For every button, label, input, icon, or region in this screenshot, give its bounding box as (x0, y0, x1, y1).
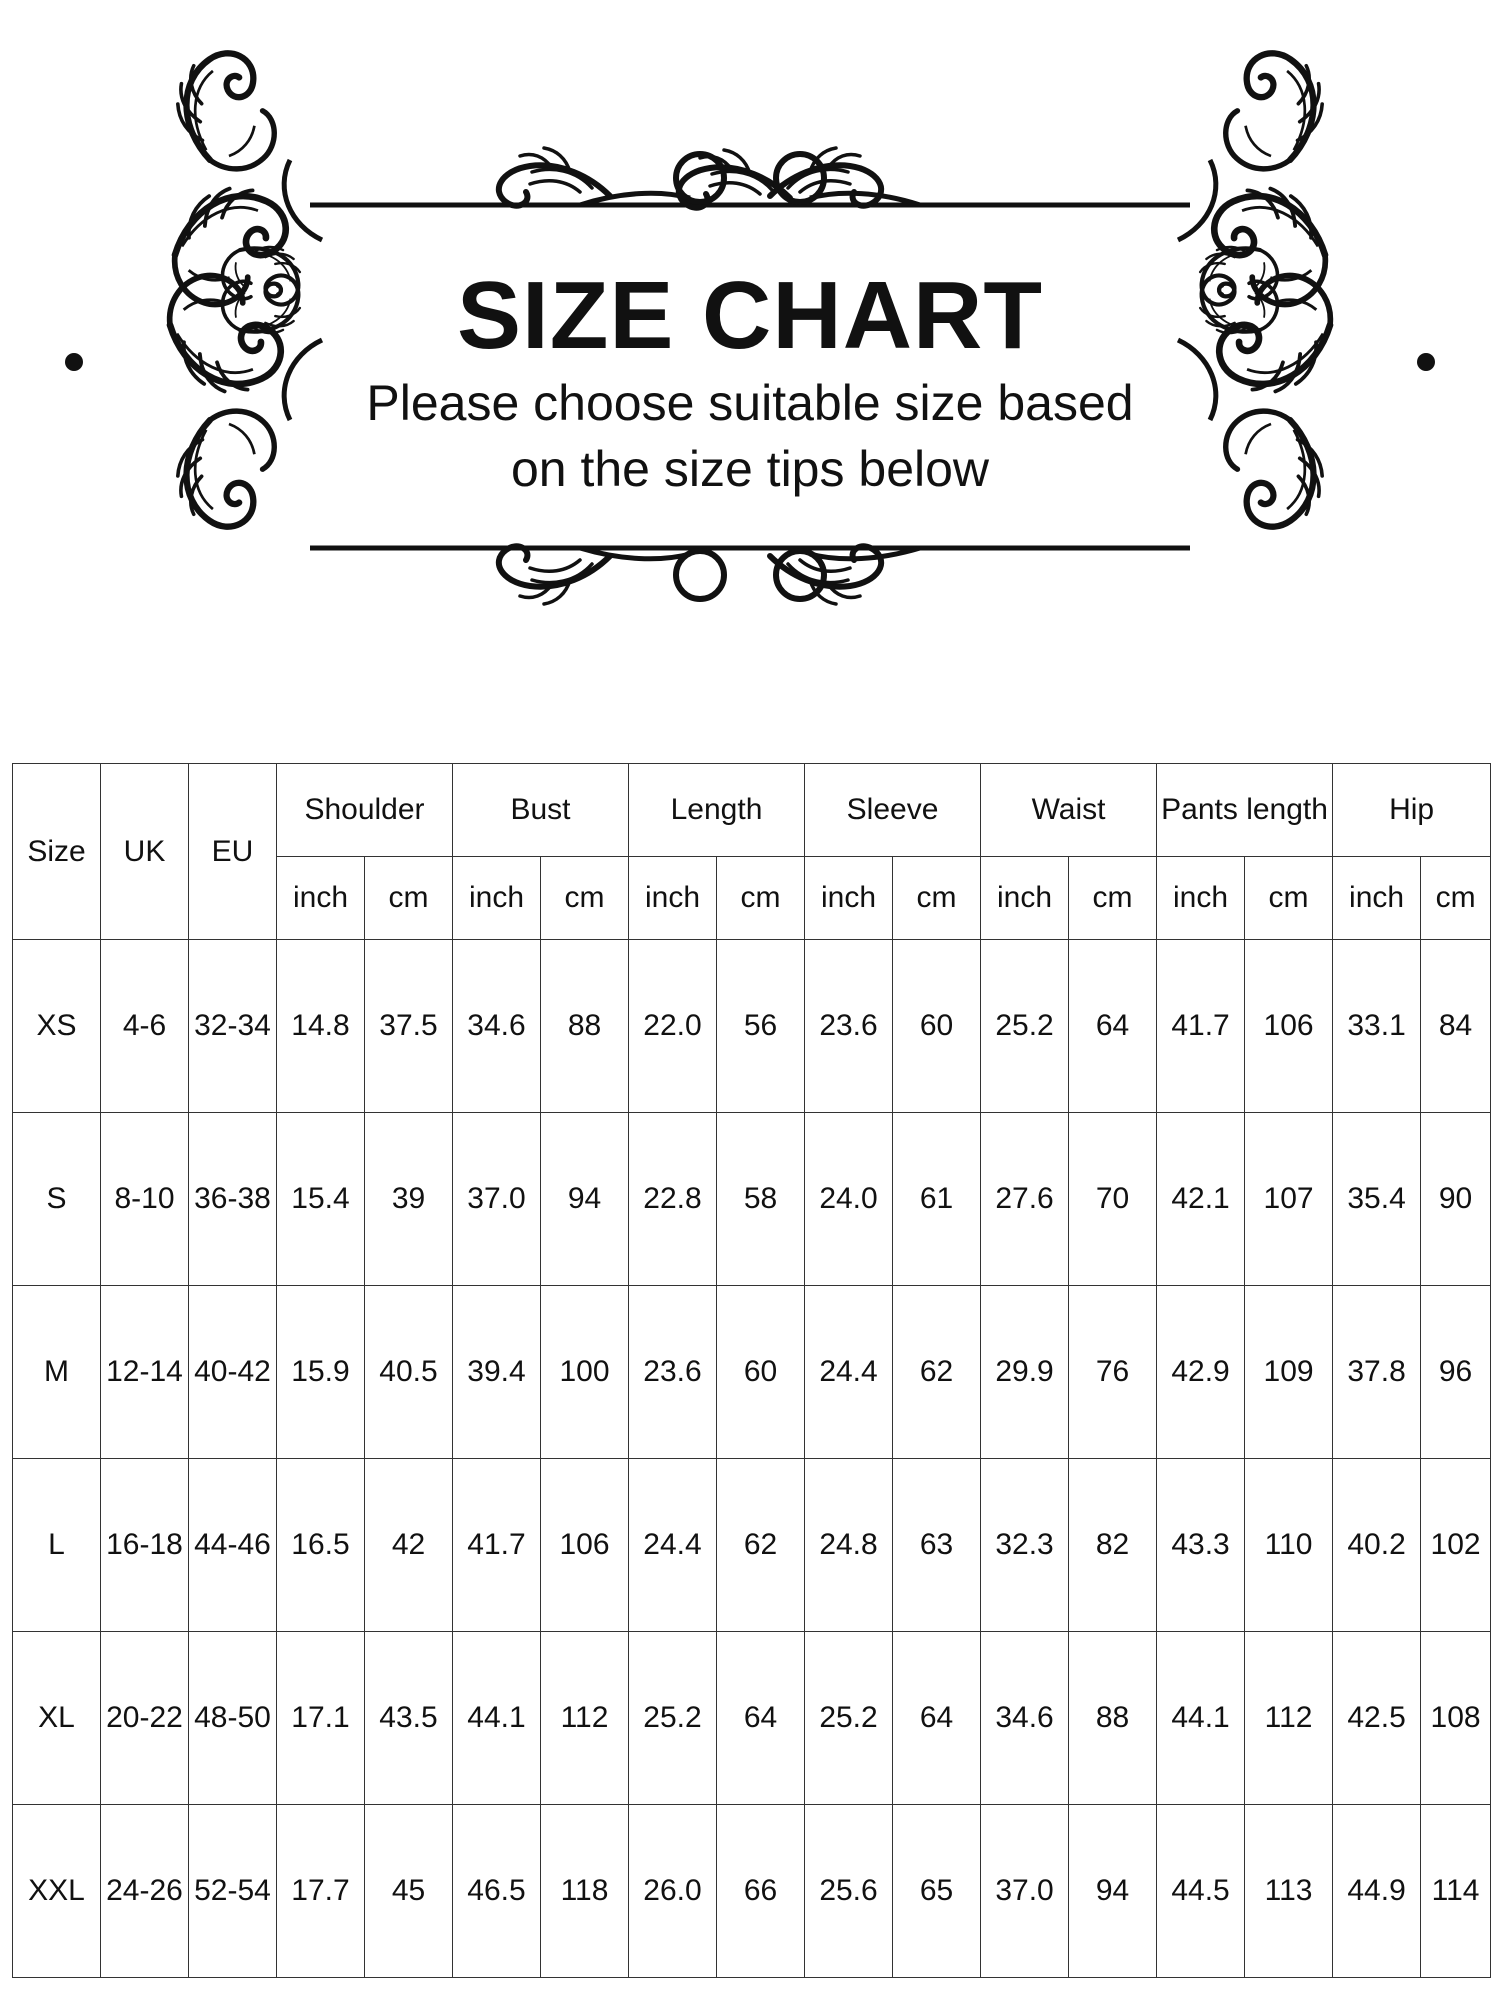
unit-inch: inch (1333, 857, 1421, 940)
cell-bust-inch: 39.4 (453, 1286, 541, 1459)
page-subtitle (0, 370, 1500, 502)
top-rule-ornament (499, 148, 920, 208)
cell-shoulder-inch: 17.7 (277, 1805, 365, 1978)
cell-eu: 32-34 (189, 940, 277, 1113)
table-row (13, 1113, 1491, 1286)
size-table-container (12, 763, 1491, 1978)
cell-hip-inch: 44.9 (1333, 1805, 1421, 1978)
cell-uk: 24-26 (101, 1805, 189, 1978)
cell-sleeve-inch: 25.2 (805, 1632, 893, 1805)
cell-eu: 44-46 (189, 1459, 277, 1632)
cell-pants-length-inch: 44.5 (1157, 1805, 1245, 1978)
size-chart-banner (0, 0, 1500, 700)
cell-length-cm: 62 (717, 1459, 805, 1632)
unit-cm: cm (365, 857, 453, 940)
cell-eu: 36-38 (189, 1113, 277, 1286)
cell-sleeve-cm: 65 (893, 1805, 981, 1978)
cell-waist-cm: 82 (1069, 1459, 1157, 1632)
size-table-body (13, 940, 1491, 1978)
unit-cm: cm (893, 857, 981, 940)
cell-length-inch: 22.8 (629, 1113, 717, 1286)
cell-shoulder-inch: 15.4 (277, 1113, 365, 1286)
header-pants-length: Pants length (1157, 764, 1333, 857)
cell-length-inch: 25.2 (629, 1632, 717, 1805)
unit-inch: inch (453, 857, 541, 940)
cell-shoulder-cm: 40.5 (365, 1286, 453, 1459)
header-shoulder: Shoulder (277, 764, 453, 857)
cell-size: XS (13, 940, 101, 1113)
cell-bust-cm: 112 (541, 1632, 629, 1805)
cell-waist-inch: 29.9 (981, 1286, 1069, 1459)
table-row (13, 1286, 1491, 1459)
cell-waist-cm: 64 (1069, 940, 1157, 1113)
header-waist: Waist (981, 764, 1157, 857)
cell-hip-cm: 102 (1421, 1459, 1491, 1632)
header-sleeve: Sleeve (805, 764, 981, 857)
cell-sleeve-inch: 23.6 (805, 940, 893, 1113)
cell-size: M (13, 1286, 101, 1459)
cell-hip-cm: 90 (1421, 1113, 1491, 1286)
cell-shoulder-cm: 45 (365, 1805, 453, 1978)
cell-bust-inch: 41.7 (453, 1459, 541, 1632)
cell-sleeve-cm: 64 (893, 1632, 981, 1805)
unit-inch: inch (1157, 857, 1245, 940)
cell-length-inch: 24.4 (629, 1459, 717, 1632)
cell-shoulder-cm: 43.5 (365, 1632, 453, 1805)
subtitle-line-2: on the size tips below (510, 441, 990, 497)
header-size: Size (13, 764, 101, 940)
cell-shoulder-cm: 37.5 (365, 940, 453, 1113)
header-uk: UK (101, 764, 189, 940)
cell-sleeve-inch: 24.8 (805, 1459, 893, 1632)
cell-pants-length-cm: 110 (1245, 1459, 1333, 1632)
cell-waist-inch: 32.3 (981, 1459, 1069, 1632)
unit-cm: cm (1069, 857, 1157, 940)
cell-size: S (13, 1113, 101, 1286)
cell-sleeve-cm: 63 (893, 1459, 981, 1632)
cell-shoulder-inch: 15.9 (277, 1286, 365, 1459)
cell-bust-cm: 100 (541, 1286, 629, 1459)
table-row (13, 1459, 1491, 1632)
unit-cm: cm (541, 857, 629, 940)
cell-waist-inch: 27.6 (981, 1113, 1069, 1286)
bottom-rule-ornament (499, 546, 920, 604)
unit-inch: inch (277, 857, 365, 940)
cell-hip-inch: 37.8 (1333, 1286, 1421, 1459)
cell-pants-length-cm: 113 (1245, 1805, 1333, 1978)
cell-shoulder-cm: 39 (365, 1113, 453, 1286)
cell-bust-cm: 88 (541, 940, 629, 1113)
unit-cm: cm (1245, 857, 1333, 940)
cell-pants-length-cm: 106 (1245, 940, 1333, 1113)
cell-hip-inch: 33.1 (1333, 940, 1421, 1113)
cell-sleeve-inch: 24.4 (805, 1286, 893, 1459)
cell-hip-inch: 35.4 (1333, 1113, 1421, 1286)
cell-uk: 8-10 (101, 1113, 189, 1286)
cell-eu: 48-50 (189, 1632, 277, 1805)
cell-sleeve-cm: 61 (893, 1113, 981, 1286)
cell-waist-inch: 25.2 (981, 940, 1069, 1113)
cell-bust-cm: 94 (541, 1113, 629, 1286)
table-row (13, 1805, 1491, 1978)
cell-length-cm: 60 (717, 1286, 805, 1459)
size-table (12, 763, 1491, 1978)
table-header-row (13, 764, 1491, 857)
unit-cm: cm (717, 857, 805, 940)
cell-bust-inch: 34.6 (453, 940, 541, 1113)
cell-waist-cm: 70 (1069, 1113, 1157, 1286)
cell-length-cm: 66 (717, 1805, 805, 1978)
cell-bust-cm: 106 (541, 1459, 629, 1632)
cell-uk: 12-14 (101, 1286, 189, 1459)
header-eu: EU (189, 764, 277, 940)
cell-pants-length-inch: 42.9 (1157, 1286, 1245, 1459)
cell-size: XL (13, 1632, 101, 1805)
cell-hip-inch: 40.2 (1333, 1459, 1421, 1632)
cell-shoulder-cm: 42 (365, 1459, 453, 1632)
cell-uk: 20-22 (101, 1632, 189, 1805)
cell-shoulder-inch: 17.1 (277, 1632, 365, 1805)
header-hip: Hip (1333, 764, 1491, 857)
cell-eu: 40-42 (189, 1286, 277, 1459)
cell-length-inch: 26.0 (629, 1805, 717, 1978)
table-row (13, 940, 1491, 1113)
cell-hip-cm: 96 (1421, 1286, 1491, 1459)
cell-sleeve-inch: 24.0 (805, 1113, 893, 1286)
cell-length-inch: 23.6 (629, 1286, 717, 1459)
cell-length-cm: 56 (717, 940, 805, 1113)
cell-waist-inch: 34.6 (981, 1632, 1069, 1805)
page-title: SIZE CHART (457, 262, 1043, 369)
cell-waist-inch: 37.0 (981, 1805, 1069, 1978)
cell-sleeve-cm: 62 (893, 1286, 981, 1459)
cell-bust-inch: 46.5 (453, 1805, 541, 1978)
cell-size: L (13, 1459, 101, 1632)
header-bust: Bust (453, 764, 629, 857)
cell-hip-cm: 114 (1421, 1805, 1491, 1978)
unit-cm: cm (1421, 857, 1491, 940)
cell-length-inch: 22.0 (629, 940, 717, 1113)
cell-bust-inch: 44.1 (453, 1632, 541, 1805)
cell-waist-cm: 76 (1069, 1286, 1157, 1459)
cell-hip-inch: 42.5 (1333, 1632, 1421, 1805)
cell-sleeve-inch: 25.6 (805, 1805, 893, 1978)
unit-inch: inch (981, 857, 1069, 940)
cell-uk: 4-6 (101, 940, 189, 1113)
table-row (13, 1632, 1491, 1805)
cell-pants-length-inch: 43.3 (1157, 1459, 1245, 1632)
cell-hip-cm: 84 (1421, 940, 1491, 1113)
cell-length-cm: 64 (717, 1632, 805, 1805)
cell-shoulder-inch: 14.8 (277, 940, 365, 1113)
cell-eu: 52-54 (189, 1805, 277, 1978)
cell-uk: 16-18 (101, 1459, 189, 1632)
cell-shoulder-inch: 16.5 (277, 1459, 365, 1632)
cell-size: XXL (13, 1805, 101, 1978)
subtitle-line-1: Please choose suitable size based (366, 375, 1134, 431)
cell-pants-length-inch: 44.1 (1157, 1632, 1245, 1805)
cell-pants-length-inch: 41.7 (1157, 940, 1245, 1113)
unit-inch: inch (629, 857, 717, 940)
header-length: Length (629, 764, 805, 857)
cell-pants-length-cm: 107 (1245, 1113, 1333, 1286)
cell-pants-length-cm: 109 (1245, 1286, 1333, 1459)
cell-waist-cm: 94 (1069, 1805, 1157, 1978)
cell-pants-length-inch: 42.1 (1157, 1113, 1245, 1286)
cell-length-cm: 58 (717, 1113, 805, 1286)
cell-waist-cm: 88 (1069, 1632, 1157, 1805)
cell-pants-length-cm: 112 (1245, 1632, 1333, 1805)
cell-sleeve-cm: 60 (893, 940, 981, 1113)
cell-bust-cm: 118 (541, 1805, 629, 1978)
cell-hip-cm: 108 (1421, 1632, 1491, 1805)
unit-inch: inch (805, 857, 893, 940)
cell-bust-inch: 37.0 (453, 1113, 541, 1286)
